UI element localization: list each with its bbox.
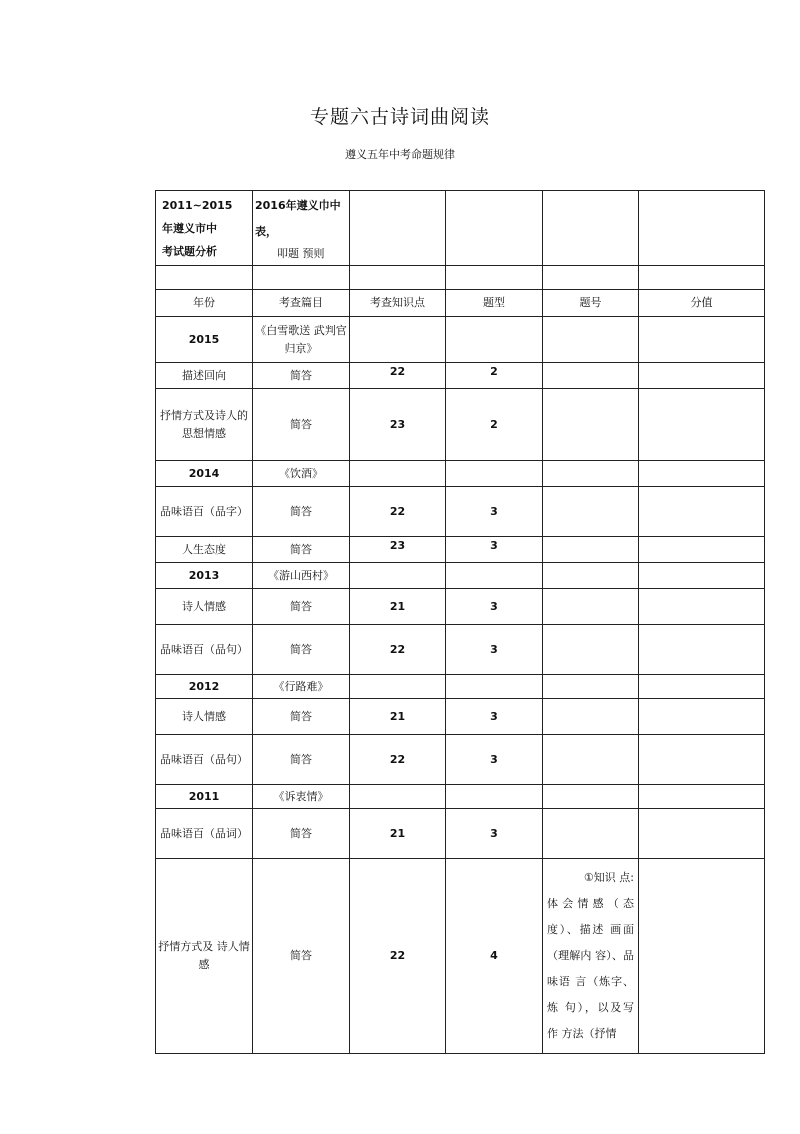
- empty-cell: [543, 461, 639, 487]
- prediction-label-cell: [253, 191, 350, 266]
- question-format-cell: 简答: [253, 859, 350, 1054]
- empty-cell: [639, 389, 765, 461]
- question-number-cell: 23: [350, 389, 446, 461]
- empty-cell: [350, 317, 446, 363]
- question-number-cell: 22: [350, 859, 446, 1054]
- page-subtitle: 遵义五年中考命题规律: [345, 148, 455, 161]
- prediction-label-line: 叩题 预则: [277, 247, 325, 260]
- empty-cell: [639, 735, 765, 785]
- empty-cell: [543, 625, 639, 675]
- exam-analysis-table: [155, 190, 765, 1054]
- question-format-cell: 简答: [253, 389, 350, 461]
- empty-cell: [639, 461, 765, 487]
- empty-cell: [639, 625, 765, 675]
- analysis-label-line: 考试题分析: [162, 245, 217, 258]
- knowledge-point-cell: 描述回向: [156, 363, 253, 389]
- knowledge-point-row: [156, 625, 765, 675]
- year-row: [156, 675, 765, 699]
- empty-cell: [446, 317, 543, 363]
- question-format-cell: 简答: [253, 735, 350, 785]
- score-cell: 3: [446, 809, 543, 859]
- empty-cell: [639, 563, 765, 589]
- empty-cell: [639, 487, 765, 537]
- question-format-cell: 简答: [253, 537, 350, 563]
- score-cell: 4: [446, 859, 543, 1054]
- poem-title-cell: 《诉衷情》: [253, 785, 350, 809]
- score-cell: 2: [446, 363, 543, 389]
- score-cell: 3: [446, 625, 543, 675]
- empty-cell: [446, 191, 543, 266]
- question-format-cell: 简答: [253, 589, 350, 625]
- empty-cell: [350, 563, 446, 589]
- year-row: [156, 563, 765, 589]
- score-cell: 3: [446, 735, 543, 785]
- empty-cell: [543, 563, 639, 589]
- year-row: [156, 785, 765, 809]
- question-number-cell: 22: [350, 487, 446, 537]
- empty-cell: [639, 699, 765, 735]
- empty-cell: [639, 363, 765, 389]
- empty-cell: [543, 675, 639, 699]
- question-number-cell: 21: [350, 809, 446, 859]
- score-cell: 3: [446, 699, 543, 735]
- question-format-cell: 简答: [253, 363, 350, 389]
- year-cell: 2011: [156, 785, 253, 809]
- column-header: 题型: [446, 290, 543, 317]
- question-number-cell: 21: [350, 699, 446, 735]
- knowledge-note-cell: [543, 859, 639, 1054]
- knowledge-point-cell: 诗人情感: [156, 589, 253, 625]
- question-number-cell: 22: [350, 363, 446, 389]
- poem-title-cell: 《行路难》: [253, 675, 350, 699]
- empty-cell: [446, 785, 543, 809]
- poem-title-cell: 《游山西村》: [253, 563, 350, 589]
- question-format-cell: 简答: [253, 487, 350, 537]
- knowledge-point-cell: 抒情方式及诗人的思想情感: [156, 389, 253, 461]
- knowledge-point-cell: 抒情方式及 诗人情感: [156, 859, 253, 1054]
- score-cell: 2: [446, 389, 543, 461]
- knowledge-point-cell: 人生态度: [156, 537, 253, 563]
- year-row: [156, 317, 765, 363]
- knowledge-point-row: [156, 487, 765, 537]
- knowledge-point-row: [156, 859, 765, 1054]
- empty-cell: [543, 487, 639, 537]
- knowledge-point-cell: 诗人情感: [156, 699, 253, 735]
- empty-cell: [446, 461, 543, 487]
- empty-cell: [639, 675, 765, 699]
- empty-cell: [350, 191, 446, 266]
- score-cell: 3: [446, 487, 543, 537]
- question-number-cell: 23: [350, 537, 446, 563]
- empty-cell: [543, 363, 639, 389]
- empty-cell: [543, 809, 639, 859]
- column-header: 题号: [543, 290, 639, 317]
- question-number-cell: 21: [350, 589, 446, 625]
- question-format-cell: 简答: [253, 625, 350, 675]
- knowledge-point-row: [156, 537, 765, 563]
- empty-cell: [446, 675, 543, 699]
- year-cell: 2014: [156, 461, 253, 487]
- analysis-label-line: 年遵义市中: [162, 222, 217, 235]
- note-body: 体 会 情 感 （ 态 度）、描述 画面（理解内 容）、品 味语 言（炼字、炼 句），以及写 作 方法（抒情: [547, 897, 634, 1040]
- column-header-row: [156, 290, 765, 317]
- question-number-cell: 22: [350, 625, 446, 675]
- empty-cell: [350, 461, 446, 487]
- score-cell: 3: [446, 589, 543, 625]
- knowledge-point-cell: 品味语百（品句）: [156, 735, 253, 785]
- knowledge-point-row: [156, 389, 765, 461]
- poem-title-cell: 《饮酒》: [253, 461, 350, 487]
- question-number-cell: 22: [350, 735, 446, 785]
- knowledge-point-row: [156, 699, 765, 735]
- empty-cell: [543, 589, 639, 625]
- note-first-line: ①知识 点:: [583, 871, 634, 884]
- poem-title-cell: 《白雪歌送 武判官归京》: [253, 317, 350, 363]
- prediction-label-line: 2016年遵义巾中表，: [255, 199, 341, 238]
- empty-cell: [639, 785, 765, 809]
- knowledge-point-row: [156, 809, 765, 859]
- empty-cell: [639, 809, 765, 859]
- page-title: 专题六古诗词曲阅读: [309, 106, 490, 128]
- empty-cell: [543, 389, 639, 461]
- analysis-label-cell: [156, 191, 253, 266]
- question-format-cell: 简答: [253, 809, 350, 859]
- knowledge-point-row: [156, 735, 765, 785]
- column-header: 考查篇目: [253, 290, 350, 317]
- column-header: 年份: [156, 290, 253, 317]
- year-row: [156, 461, 765, 487]
- column-header: 考查知识点: [350, 290, 446, 317]
- empty-cell: [446, 563, 543, 589]
- question-format-cell: 简答: [253, 699, 350, 735]
- score-cell: 3: [446, 537, 543, 563]
- knowledge-point-row: [156, 589, 765, 625]
- empty-cell: [543, 735, 639, 785]
- empty-cell: [543, 785, 639, 809]
- empty-cell: [543, 699, 639, 735]
- knowledge-point-cell: 品味语百（品句）: [156, 625, 253, 675]
- empty-cell: [350, 675, 446, 699]
- empty-cell: [639, 859, 765, 1054]
- knowledge-point-cell: 品味语百（品字）: [156, 487, 253, 537]
- year-cell: 2013: [156, 563, 253, 589]
- spacer-row: [156, 266, 765, 290]
- empty-cell: [639, 537, 765, 563]
- empty-cell: [350, 785, 446, 809]
- knowledge-point-row: [156, 363, 765, 389]
- year-cell: 2015: [156, 317, 253, 363]
- empty-cell: [543, 537, 639, 563]
- empty-cell: [639, 317, 765, 363]
- analysis-label-line: 2011~2015: [162, 199, 233, 212]
- empty-cell: [543, 191, 639, 266]
- column-header: 分值: [639, 290, 765, 317]
- header-block-row: [156, 191, 765, 266]
- empty-cell: [543, 317, 639, 363]
- empty-cell: [639, 191, 765, 266]
- knowledge-point-cell: 品味语百（品词）: [156, 809, 253, 859]
- empty-cell: [639, 589, 765, 625]
- year-cell: 2012: [156, 675, 253, 699]
